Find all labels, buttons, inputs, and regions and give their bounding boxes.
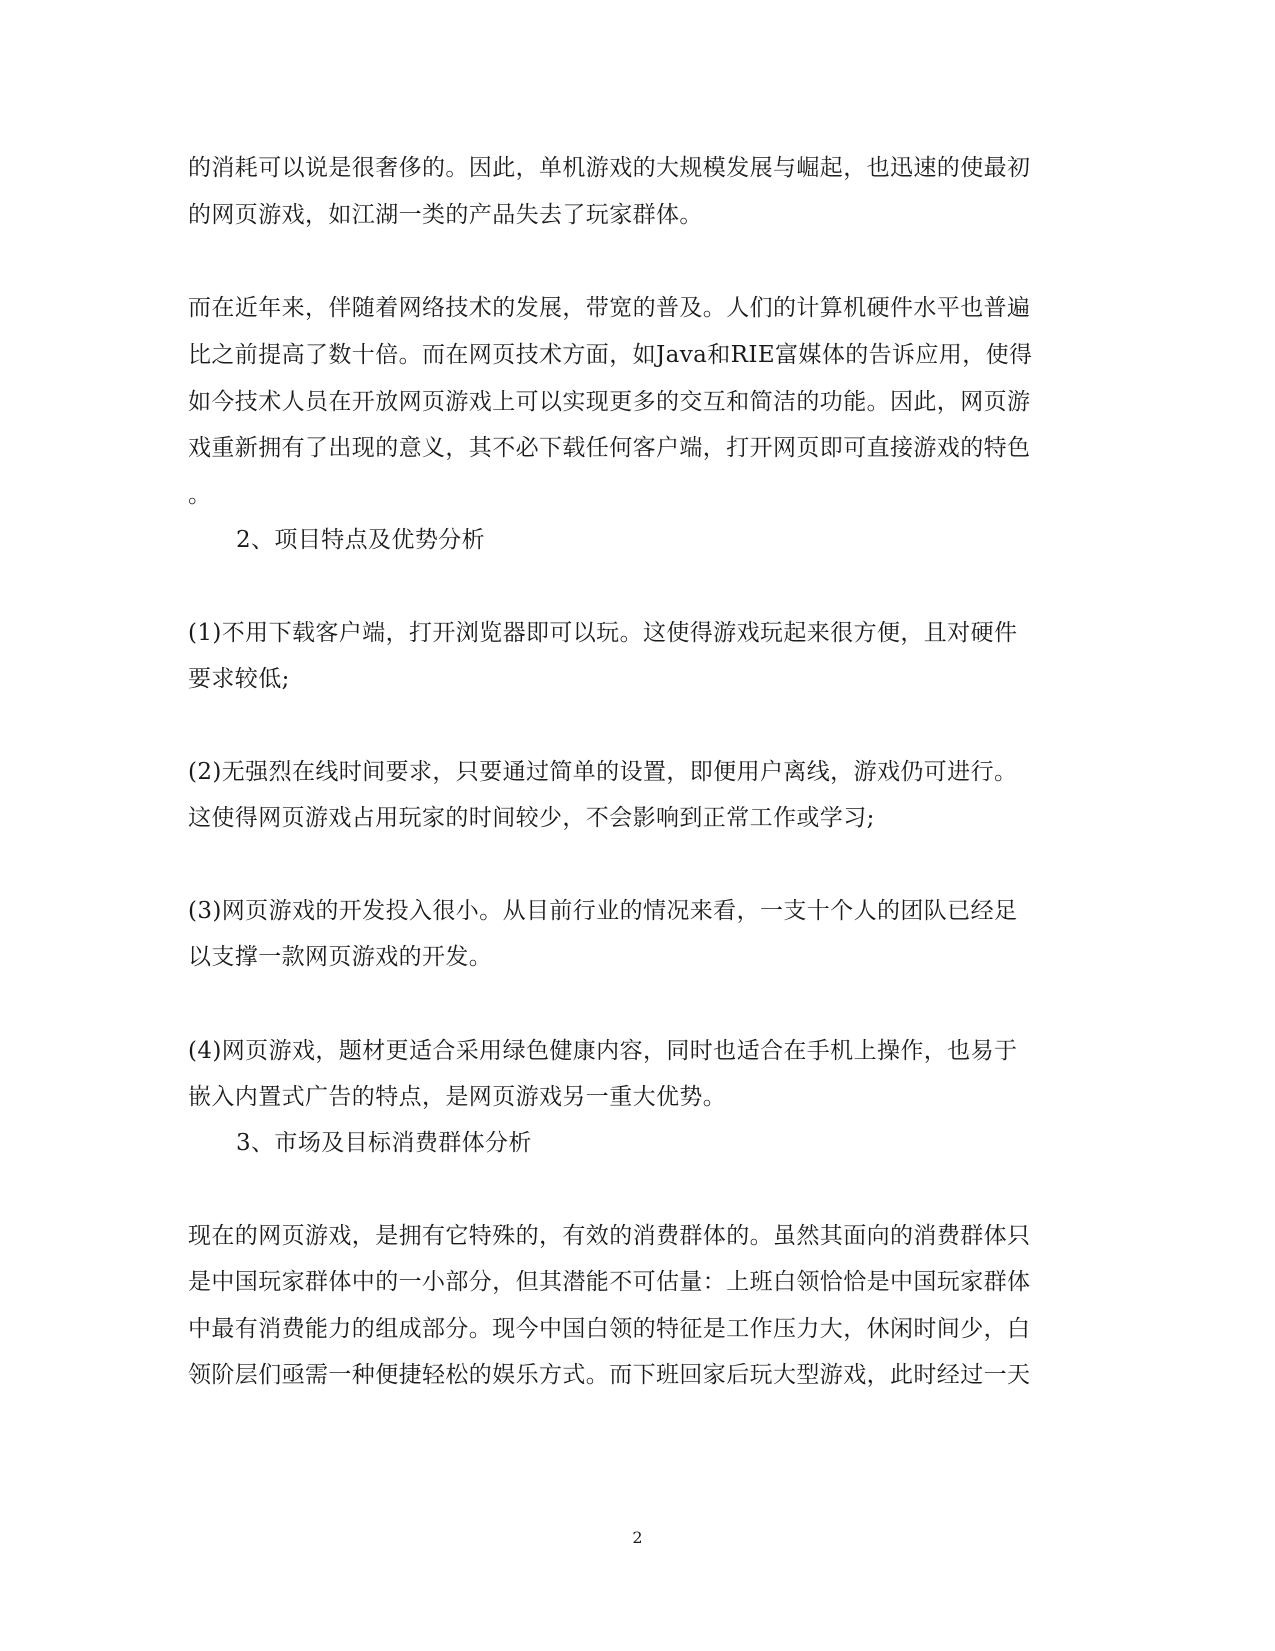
list-item-2-line-1: (2)无强烈在线时间要求，只要通过简单的设置，即便用户离线，游戏仍可进行。 bbox=[188, 759, 1018, 785]
paragraph-2-line-2: 比之前提高了数十倍。而在网页技术方面，如Java和RIE富媒体的告诉应用，使得 bbox=[188, 342, 1033, 368]
list-item-2-line-2: 这使得网页游戏占用玩家的时间较少，不会影响到正常工作或学习; bbox=[188, 805, 875, 831]
paragraph-2-line-5: 。 bbox=[188, 482, 212, 508]
section-heading-3: 3、市场及目标消费群体分析 bbox=[236, 1130, 532, 1156]
page-number: 2 bbox=[632, 1528, 643, 1547]
paragraph-3-line-1: 现在的网页游戏，是拥有它特殊的，有效的消费群体的。虽然其面向的消费群体只 bbox=[188, 1223, 1031, 1249]
paragraph-3-line-2: 是中国玩家群体中的一小部分，但其潜能不可估量：上班白领恰恰是中国玩家群体 bbox=[188, 1269, 1031, 1295]
list-item-4-line-2: 嵌入内置式广告的特点，是网页游戏另一重大优势。 bbox=[188, 1084, 727, 1110]
paragraph-2-line-1: 而在近年来，伴随着网络技术的发展，带宽的普及。人们的计算机硬件水平也普遍 bbox=[188, 295, 1031, 321]
paragraph-1-line-2: 的网页游戏，如江湖一类的产品失去了玩家群体。 bbox=[188, 202, 703, 228]
list-item-3-line-2: 以支撑一款网页游戏的开发。 bbox=[188, 944, 493, 970]
section-heading-2: 2、项目特点及优势分析 bbox=[236, 527, 486, 553]
list-item-4-line-1: (4)网页游戏，题材更适合采用绿色健康内容，同时也适合在手机上操作，也易于 bbox=[188, 1038, 1018, 1064]
paragraph-2-line-4: 戏重新拥有了出现的意义，其不必下载任何客户端，打开网页即可直接游戏的特色 bbox=[188, 435, 1031, 461]
paragraph-3-line-4: 领阶层们亟需一种便捷轻松的娱乐方式。而下班回家后玩大型游戏，此时经过一天 bbox=[188, 1362, 1031, 1388]
paragraph-1-line-1: 的消耗可以说是很奢侈的。因此，单机游戏的大规模发展与崛起，也迅速的使最初 bbox=[188, 155, 1031, 181]
paragraph-3-line-3: 中最有消费能力的组成部分。现今中国白领的特征是工作压力大，休闲时间少，白 bbox=[188, 1316, 1031, 1342]
list-item-3-line-1: (3)网页游戏的开发投入很小。从目前行业的情况来看，一支十个人的团队已经足 bbox=[188, 898, 1018, 924]
list-item-1-line-1: (1)不用下载客户端，打开浏览器即可以玩。这使得游戏玩起来很方便，且对硬件 bbox=[188, 620, 1018, 646]
paragraph-2-line-3: 如今技术人员在开放网页游戏上可以实现更多的交互和简洁的功能。因此，网页游 bbox=[188, 389, 1031, 415]
list-item-1-line-2: 要求较低; bbox=[188, 666, 290, 692]
